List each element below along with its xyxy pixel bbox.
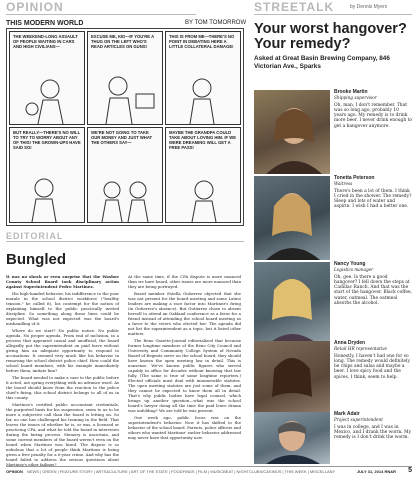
cartoon-panel-5: [87, 127, 163, 223]
cartoon-panel-4: [9, 127, 85, 223]
panel-caption: MAYBE THE GRANDPA COULD TAKE ABOUT LOVING HIM. IF WE WERE DREAMING WILL GET A FREE PASS!: [169, 130, 236, 150]
panel-drawing: [88, 166, 162, 222]
paragraph: Martinez's certified public accountant credentials, the purported basis for his suspension, seem to us to be more a subjective call than the board is letting on. So far, no one has challenged his training in the field. That leaves the issues of whether he is, or was, a licensed or practicing CPA, and what he told the board in interviews during the hiring process. Memory is uncertain, and some current members of the board weren't even on the board when Martinez was hired. The dispute is so nebulous that a lot of people think Martinez is being given a free penalty for a 6-year crime. And why has the board failed to address the serious questions about Martinez's other failings?: [6, 402, 119, 467]
person-silhouette: [254, 176, 330, 260]
panel-caption: WE'RE NOT GOING TO TAKE OUR MONEY AND JUST WHAT THE OTHERS SAY—: [91, 130, 153, 145]
streetalk-location: Asked at Great Basin Brewing Company, 846 Victorian Ave., Sparks: [254, 55, 390, 70]
panel-caption: BUT REALLY—THERE'S NO WILL TO TRY TO WORRY ABOUT ANY OF THIS! THE GROWN-UPS HAVE SAID SO!: [13, 130, 81, 150]
respondent-photo: [254, 412, 330, 464]
editorial-headline: Bungled: [6, 251, 66, 268]
paragraph: The Reno Gazette-Journal editorialized that because former longtime members of the Reno City Council and University and Community College System of Nevada Board of Regents serve on the school board, they should have known the open meeting law in detail. This is nonsense. We've known public figures who served capably in office for decades without knowing that law fully. (The same is true of some longtime reporters.) Elected officials must deal with innumerable statutes. The open meeting statutes are just some of them, and they cannot be expected to know them all in detail. That's why public bodies have legal counsel, which brings up another question—what was the school board's lawyer doing all the time the paid leave drama was unfolding? We are told he was present.: [128, 338, 241, 413]
paragraph: It was no shock or even surprise that the Washoe County School Board took disciplinary action against Superintendent Pedro Martinez.: [6, 274, 119, 289]
panel-drawing: [88, 64, 162, 124]
cartoon-title: THIS MODERN WORLD: [6, 20, 84, 27]
respondent-role: Retail HR representative: [334, 346, 387, 352]
footer-section[interactable]: GREEN: [42, 469, 57, 474]
panel-caption: THE WEEKEND-LONG ASSAULT OF PEOPLE WAITING IN CARS AND HIGH CIVILIANS—: [13, 34, 78, 49]
paragraph: One week ago, public focus was on the superintendent's behavior. Now it has shifted to the behavior of the school board. Parents, police officers and others who wanted Martinez' earlier behavior addressed may never have that opportunity now.: [128, 415, 241, 440]
cartoon-credit: BY TOM TOMORROW: [185, 20, 247, 26]
page-footer: OPINION NEWS | GREEN | FEATURE STORY | ARTS&CULTURE | ART OF THE STATE | FOODFINDS | FILM | MUSICBEAT | NIGHTCLUBS/CASINOS | THIS WEEK | MISCELLANY JULY 31, 2014 RN&R 5: [6, 466, 412, 477]
cartoon-panel-1: [9, 31, 85, 125]
respondent-name: Tonetta Peterson: [334, 175, 375, 181]
issue-date: JULY 31, 2014: [356, 469, 384, 474]
footer-date: [357, 467, 396, 477]
respondent-name: Mark Adair: [334, 411, 360, 417]
cartoon-panel-3: [165, 31, 241, 125]
footer-section[interactable]: ART OF THE STATE: [130, 469, 168, 474]
streetalk-question: Your worst hangover? Your remedy?: [254, 21, 407, 52]
cartoon-panel-2: [87, 31, 163, 125]
respondent-name: Nancy Young: [334, 261, 366, 267]
panel-caption: EXCUSE ME, KID—IF YOU'RE A THUG ON THE LEFT WHO'S READ ARTICLES ON GUNS!: [91, 34, 154, 49]
respondent-quote: Oh, man, I don't remember. That was so long ago, probably 10 years ago. My remedy is to drink more beer. I never drink enough to get a hangover anymore.: [334, 102, 412, 129]
cartoon-panel-6: [165, 127, 241, 223]
respondent-quote: Honestly, I haven't had one for so long. The remedy would definitely be chips and salsa and maybe a beer. I love spicy food and the spices, I think, seem to help.: [334, 353, 411, 380]
footer-section[interactable]: OPINION: [6, 469, 23, 474]
paragraph: The board needed to make a case to the public before it acted, not spring everything with no advance word. As the board should know from the reaction to the police chief's firing, this school district belongs to all of us in this county.: [6, 375, 119, 400]
footer-section[interactable]: NIGHTCLUBS/CASINOS: [236, 469, 282, 474]
paper-name: RN&R: [384, 469, 396, 474]
respondent-photo: [254, 176, 330, 260]
response-card: [254, 176, 412, 262]
respondent-photo: [254, 90, 330, 174]
respondent-role: Waitress: [334, 181, 353, 187]
person-silhouette: [254, 90, 330, 174]
response-card: [254, 262, 412, 348]
footer-section[interactable]: FILM: [197, 469, 207, 474]
respondent-quote: I was in college, and I was in Mexico, and I drank the worm. My remedy is I don't drink the worm.: [334, 424, 412, 441]
paragraph: Board member Estella Gutierrez objected that she was not present for the board meeting and some Latino leaders are making a race factor into Martinez's firing (in Gutierrez's absence). But Gutierrez chose to absent herself to attend an Oakland conference as a favor for a friend instead of attending the school board meeting as a favor to the voters who elected her. The agenda did not list the superintendent as a topic, but it listed other matters.: [128, 291, 241, 336]
footer-section[interactable]: MISCELLANY: [309, 469, 336, 474]
editorial-column-1: [6, 274, 119, 469]
respondent-photo: [254, 262, 330, 346]
paragraph: Where do we start? No public notice. No public agenda. No proper agenda. From end of inclusion, in a process that appeared casual and unofficial, the board allegedly put the superintendent on paid leave without giving him an adequate opportunity to respond to accusations. It seemed very much like his behavior in removing the school district police chief. How could the school board members, with his example immediately before them, imitate him?: [6, 328, 119, 373]
respondent-role: Logistics manager: [334, 267, 374, 273]
person-silhouette: [254, 412, 330, 464]
cartoon-strip: [6, 28, 244, 226]
panel-drawing: [10, 166, 84, 222]
page-number: 5: [408, 467, 412, 474]
respondent-role: Project superintendent: [334, 417, 383, 423]
footer-section[interactable]: ARTS&CULTURE: [95, 469, 128, 474]
response-card: [254, 412, 412, 464]
respondent-name: Brooke Martin: [334, 89, 368, 95]
section-header-streetalk: STREETALK: [254, 0, 412, 15]
respondent-role: Shipping supervisor: [334, 95, 377, 101]
respondent-name: Anna Dryden: [334, 340, 366, 346]
footer-section[interactable]: MUSICBEAT: [210, 469, 234, 474]
footer-section[interactable]: THIS WEEK: [284, 469, 307, 474]
panel-drawing: [166, 64, 240, 124]
section-header-opinion: OPINION: [6, 0, 196, 15]
respondent-quote: There's been a lot of them. I think I cried in the shower. The remedy? Sleep and lots of water and aspirin. I wish I had a better one.: [334, 188, 412, 210]
byline: by Dennis Myers: [350, 4, 388, 10]
paragraph: His high-handed behavior, his indifference to the poor morale in the school district workforce ("healthy tension," he called it), his contempt for the notion of explaining himself to the public practically invited discipline. So something along these lines could be expected. What was not expected was the board's mishandling of it.: [6, 291, 119, 326]
footer-section[interactable]: FOODFINDS: [171, 469, 195, 474]
response-card: [254, 90, 412, 176]
panel-drawing: [166, 166, 240, 222]
editorial-column-2: [128, 274, 241, 442]
footer-section[interactable]: FEATURE STORY: [59, 469, 93, 474]
panel-drawing: [10, 64, 84, 124]
paragraph: At the same time, if the CPA dispute is more nuanced than we have heard, other issues are more nuanced than they are being portrayed.: [128, 274, 241, 289]
panel-caption: THIS IS FROM ME—THERE'S NO POINT IN DEBATING HERE A LITTLE COLLATERAL DAMAGE!: [169, 34, 235, 49]
section-header-editorial: EDITORIAL: [6, 231, 244, 242]
person-silhouette: [254, 262, 330, 346]
footer-section[interactable]: NEWS: [27, 469, 40, 474]
respondent-quote: Oh, gee. Is there a good hangover? I fell down the steps at Cadillac Ranch. And that was the start of the hangover. Black coffee, water, oatmeal. The oatmeal absorbs the alcohol.: [334, 274, 412, 307]
